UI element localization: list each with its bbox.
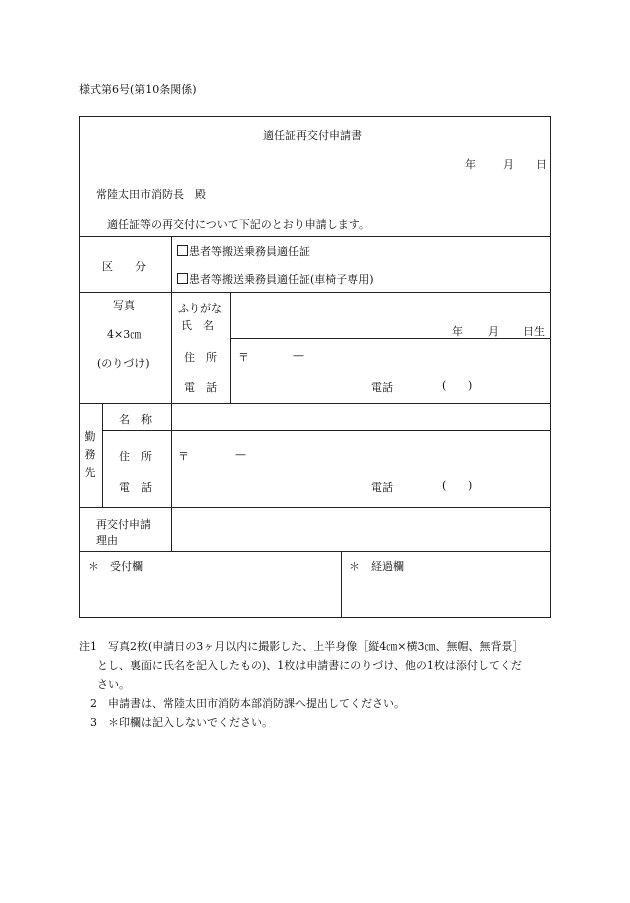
note-1-line1: 写真2枚(申請日の3ヶ月以内に撮影した、上半身像［縦4㎝×横3㎝、無帽、無背景］ [108, 640, 524, 653]
addressee: 常陸太田市消防長 殿 [96, 188, 206, 201]
workplace-phone-paren-open: ( [442, 479, 447, 492]
form-bottom-border [79, 617, 551, 618]
divider [171, 236, 172, 403]
workplace-address-label: 住 所 [119, 450, 152, 463]
workplace-phone-label: 電 話 [119, 481, 152, 494]
note-1-line3: さい。 [97, 678, 130, 691]
name-field[interactable] [231, 293, 550, 338]
category-option-1[interactable] [177, 243, 310, 259]
divider [79, 236, 551, 237]
category-option-2[interactable] [177, 271, 374, 287]
date-day-label: 日 [536, 158, 547, 171]
workplace-phone-paren-close: ) [468, 479, 473, 492]
progress-section: ＊ 経過欄 [349, 560, 404, 573]
reason-label-line1: 再交付申請 [96, 518, 151, 531]
workplace-phone-prefix: 電話 [371, 481, 393, 494]
intro-text: 適任証等の再交付について下記のとおり申請します。 [107, 218, 370, 231]
category-label: 区 分 [102, 260, 146, 273]
phone-paren-open: ( [442, 379, 447, 392]
phone-field[interactable] [231, 370, 550, 402]
workplace-address-field[interactable] [172, 431, 550, 469]
phone-paren-close: ) [468, 379, 473, 392]
divider [341, 551, 342, 617]
postal-dash: — [293, 349, 304, 362]
birth-year-label: 年 [452, 325, 463, 338]
reason-field[interactable] [172, 508, 550, 550]
address-field[interactable] [231, 339, 550, 369]
workplace-phone-field[interactable] [172, 470, 550, 506]
name-label: 氏 名 [181, 319, 214, 332]
photo-size: 4×3㎝ [107, 328, 142, 341]
form-left-border [79, 116, 80, 618]
workplace-postal-dash: — [235, 448, 246, 461]
workplace-name-label: 名 称 [119, 413, 152, 426]
note-3-prefix: 3 [90, 716, 97, 729]
workplace-postal-mark: 〒 [178, 450, 189, 463]
photo-title: 写真 [113, 299, 135, 312]
reason-label-line2: 理由 [96, 534, 118, 547]
birth-day-label: 日生 [523, 325, 545, 338]
birth-month-label: 月 [488, 325, 499, 338]
phone-prefix: 電話 [371, 381, 393, 394]
photo-note: (のりづけ) [97, 357, 150, 370]
form-top-border [79, 116, 551, 117]
note-1-line2: とし、裏面に氏名を記入したもの)、1枚は申請書にのりづけ、他の1枚は添付してくだ [97, 659, 522, 672]
note-2-text: 申請書は、常陸太田市消防本部消防課へ提出してください。 [108, 697, 405, 710]
address-label: 住 所 [184, 351, 217, 364]
reception-section: ＊ 受付欄 [88, 560, 143, 573]
form-title: 適任証再交付申請書 [263, 129, 362, 142]
divider [79, 551, 551, 552]
checkbox[interactable] [177, 245, 188, 256]
form-number-label: 様式第6号(第10条関係) [79, 83, 197, 96]
note-1-prefix: 注1 [79, 640, 97, 653]
date-year-label: 年 [465, 158, 476, 171]
postal-mark: 〒 [238, 351, 249, 364]
workplace-label: 勤務先 [84, 430, 96, 479]
date-month-label: 月 [503, 158, 514, 171]
note-3-text: ＊印欄は記入しないでください。 [108, 716, 273, 729]
phone-label: 電 話 [184, 381, 217, 394]
category-option-2-label: 患者等搬送乗務員適任証(車椅子専用) [189, 273, 374, 286]
category-option-1-label: 患者等搬送乗務員適任証 [189, 245, 310, 258]
workplace-name-field[interactable] [172, 404, 550, 430]
divider [102, 403, 103, 507]
furigana-label: ふりがな [178, 302, 222, 315]
note-2-prefix: 2 [90, 697, 97, 710]
form-right-border [550, 116, 551, 618]
checkbox[interactable] [177, 273, 188, 284]
